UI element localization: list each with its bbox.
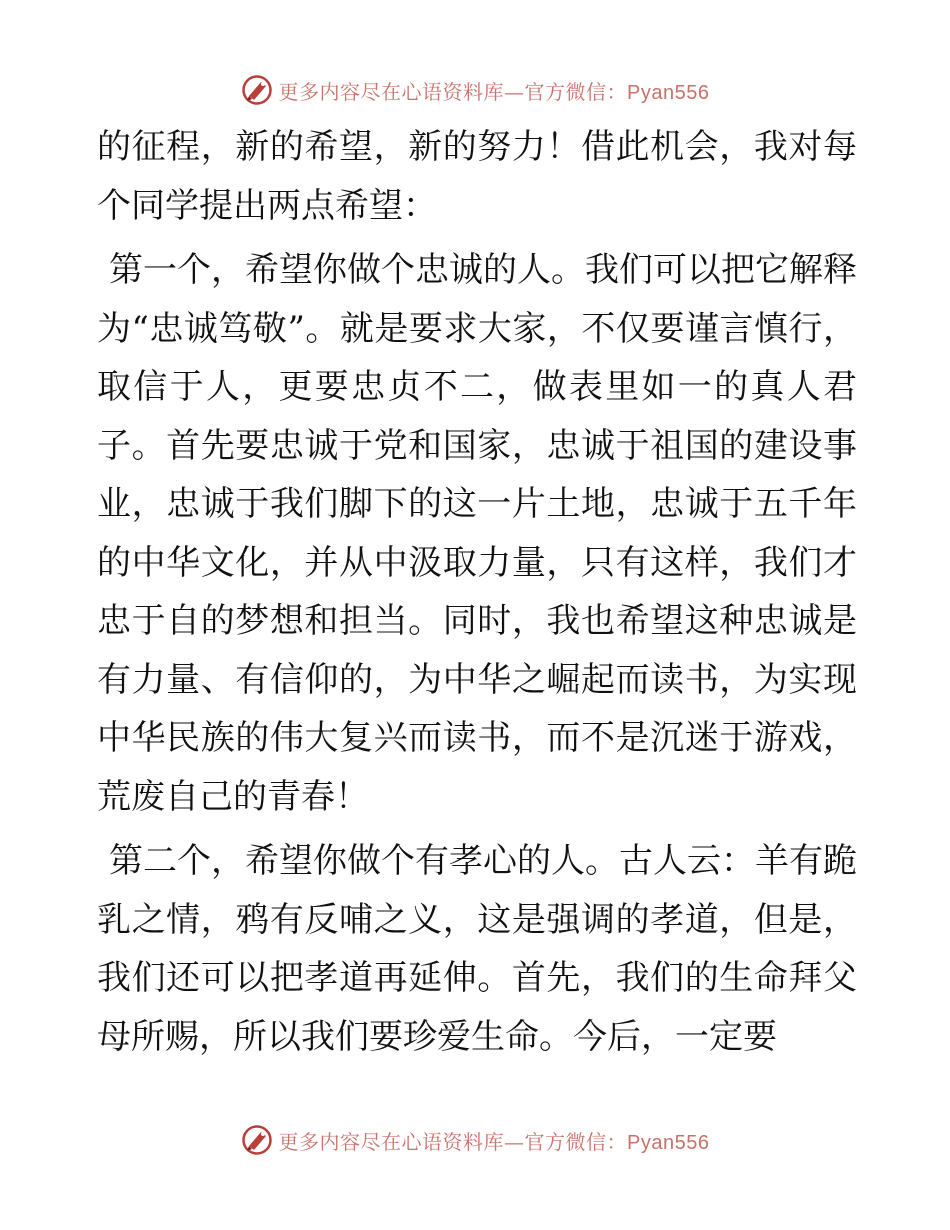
wechat-id: Pyan556 [627, 1131, 710, 1154]
pen-logo-icon [241, 74, 273, 106]
watermark-text: 更多内容尽在心语资料库—官方微信：Pyan556 [278, 1129, 710, 1154]
footer-watermark-banner [0, 1120, 950, 1160]
header-watermark-banner [0, 70, 950, 110]
paragraph: 第一个，希望你做个忠诚的人。我们可以把它解释为“忠诚笃敬”。就是要求大家，不仅要谨言慎行，取信于人，更要忠贞不二，做表里如一的真人君子。首先要忠诚于党和国家，忠诚于祖国的建设事业，忠诚于我们脚下的这一片土地，忠诚于五千年的中华文化，并从中汲取力量，只有这样，我们才忠于自的梦想和担当。同时，我也希望这种忠诚是有力量、有信仰的，为中华之崛起而读书，为实现中华民族的伟大复兴而读书，而不是沉迷于游戏，荒废自己的青春！ [97, 250, 857, 817]
pen-logo-icon [241, 1124, 273, 1156]
wechat-id: Pyan556 [627, 81, 710, 104]
watermark-text: 更多内容尽在心语资料库—官方微信：Pyan556 [278, 79, 710, 104]
document-body [97, 118, 857, 1066]
paragraph: 的征程，新的希望，新的努力！借此机会，我对每个同学提出两点希望： [97, 127, 857, 226]
paragraph: 第二个，希望你做个有孝心的人。古人云：羊有跪乳之情，鸦有反哺之义，这是强调的孝道，但是，我们还可以把孝道再延伸。首先，我们的生命拜父母所赐，所以我们要珍爱生命。今后，一定要 [97, 841, 857, 1057]
